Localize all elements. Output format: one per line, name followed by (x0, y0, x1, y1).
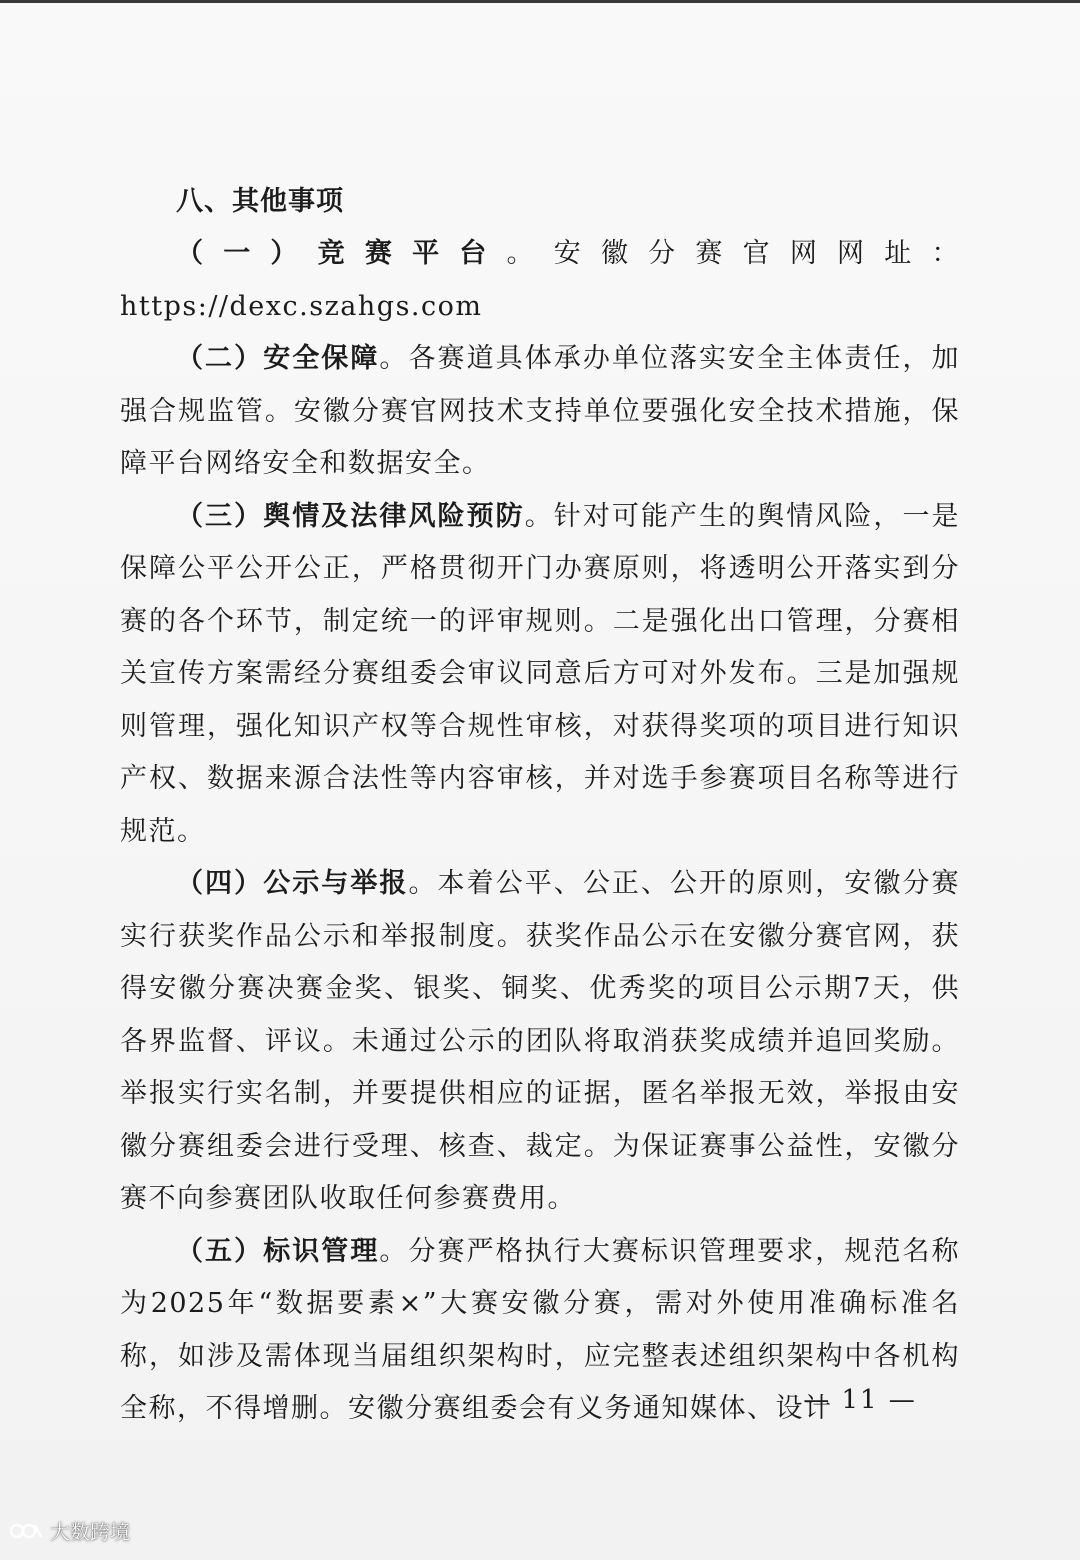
paragraph-lead (176, 343, 379, 374)
paragraph-security (120, 333, 960, 491)
lead-number: （五） (176, 1235, 264, 1267)
paragraph-risk-prevention (120, 491, 960, 859)
paragraph-competition-platform (120, 228, 960, 333)
watermark (8, 1516, 130, 1545)
paragraph-text: 。本着公平、公正、公开的原则，安徽分赛实行获奖作品公示和举报制度。获奖作品公示在安徽分赛官网，获得安徽分赛决赛金奖、银奖、铜奖、优秀奖的项目公示期7天，供各界监督、评议。未通过公示的团队将取消获奖成绩并追回奖励。举报实行实名制，并要提供相应的证据，匿名举报无效，举报由安徽分赛组委会进行受理、核查、裁定。为保证赛事公益性，安徽分赛不向参赛团队收取任何参赛费用。 (120, 868, 961, 1214)
lead-title: 安全保障 (263, 343, 380, 374)
logo-icon (8, 1519, 44, 1543)
lead-number: （二） (176, 343, 264, 374)
lead-number: （一） (176, 238, 318, 269)
paragraph-text: 。分赛严格执行大赛标识管理要求，规范名称为2025年“数据要素×”大赛安徽分赛，需对外使用准确标准名称，如涉及需体现当届组织架构时，应完整表述组织架构中各机构全称，不得增删。安徽分赛组委会有义务通知媒体、设计 (120, 1235, 961, 1424)
paragraph-text: 。各赛道具体承办单位落实安全主体责任，加强合规监管。安徽分赛官网技术支持单位要强化安全技术措施，保障平台网络安全和数据安全。 (120, 343, 961, 479)
page-number: — 11 — (803, 1385, 917, 1415)
top-border (0, 0, 1080, 3)
document-body (120, 176, 960, 1436)
paragraph-lead (176, 501, 525, 532)
lead-title: 标识管理 (263, 1235, 380, 1267)
paragraph-text: 。针对可能产生的舆情风险，一是保障公平公开公正，严格贯彻开门办赛原则，将透明公开落实到分赛的各个环节，制定统一的评审规则。二是强化出口管理，分赛相关宣传方案需经分赛组委会审议同意后方可对外发布。三是加强规则管理，强化知识产权等合规性审核，对获得奖项的项目进行知识产权、数据来源合法性等内容审核，并对选手参赛项目名称等进行规范。 (120, 500, 961, 847)
paragraph-text: 。安徽分赛官网网址：https://dexc.szahgs.com (120, 238, 960, 322)
paragraph-lead (176, 238, 507, 269)
paragraph-lead (176, 868, 408, 899)
section-heading: 八、其他事项 (176, 186, 344, 217)
lead-title: 舆情及法律风险预防 (263, 500, 525, 532)
lead-title: 竞赛平台 (317, 238, 507, 269)
paragraph-lead (176, 1236, 379, 1267)
watermark-text: 大数跨境 (50, 1520, 130, 1544)
paragraph-publicity-reporting (120, 858, 960, 1226)
lead-number: （三） (176, 500, 264, 532)
lead-number: （四） (176, 868, 264, 899)
lead-title: 公示与举报 (263, 868, 409, 899)
